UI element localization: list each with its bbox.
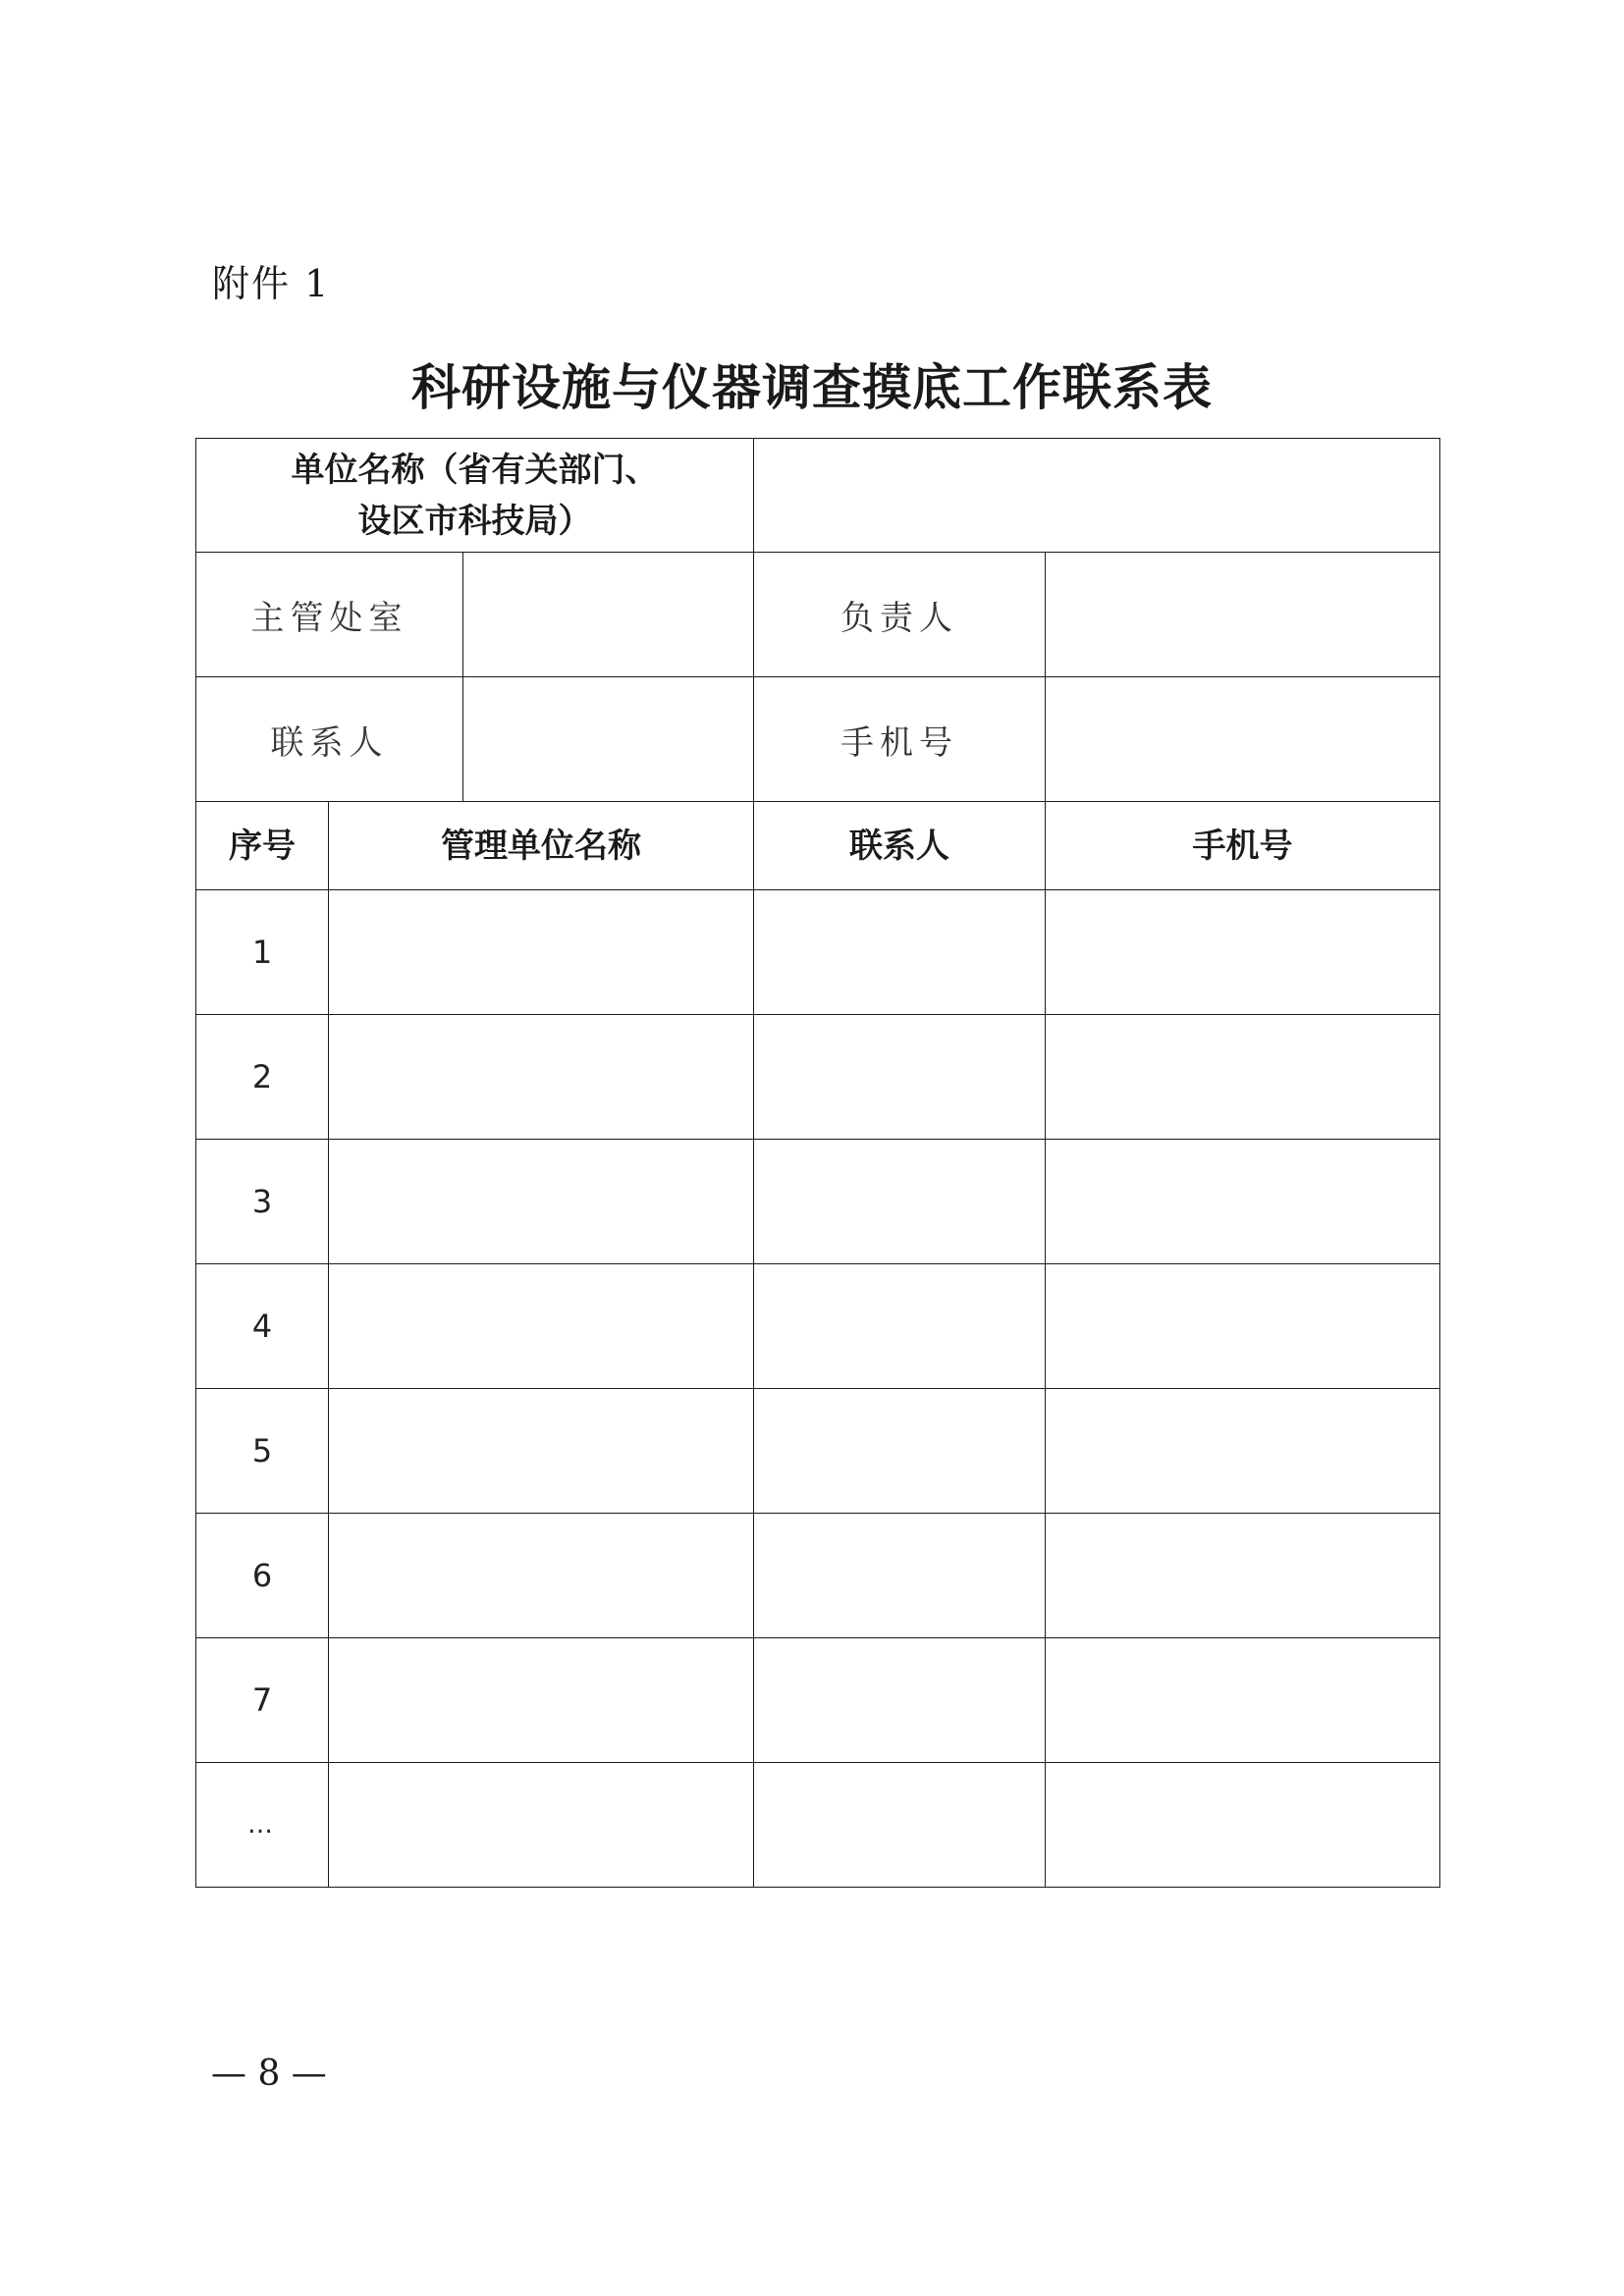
row-phone-cell[interactable] xyxy=(1046,1015,1440,1140)
row-serial-no: 3 xyxy=(196,1140,329,1264)
row-phone-cell[interactable] xyxy=(1046,1638,1440,1763)
table-row xyxy=(196,890,1440,1015)
row-contact-cell[interactable] xyxy=(754,1389,1046,1514)
row-serial-no: 2 xyxy=(196,1015,329,1140)
table-row xyxy=(196,1763,1440,1888)
row-unit-cell[interactable] xyxy=(329,1389,754,1514)
row-contact-cell[interactable] xyxy=(754,1638,1046,1763)
row-phone-cell[interactable] xyxy=(1046,1140,1440,1264)
phone-field[interactable] xyxy=(1046,677,1440,802)
row-phone-cell[interactable] xyxy=(1046,1264,1440,1389)
phone-label: 手机号 xyxy=(754,677,1046,802)
contact-field[interactable] xyxy=(463,677,754,802)
row-contact-cell[interactable] xyxy=(754,1514,1046,1638)
unit-name-label-line1: 单位名称（省有关部门、 xyxy=(291,450,659,490)
row-serial-no: … xyxy=(196,1763,329,1888)
row-phone-cell[interactable] xyxy=(1046,1514,1440,1638)
unit-name-label-line2: 设区市科技局） xyxy=(357,501,592,541)
person-in-charge-field[interactable] xyxy=(1046,553,1440,677)
row-serial-no: 7 xyxy=(196,1638,329,1763)
person-in-charge-label: 负责人 xyxy=(754,553,1046,677)
unit-name-label xyxy=(196,439,754,553)
row-unit-cell[interactable] xyxy=(329,1015,754,1140)
header-management-unit: 管理单位名称 xyxy=(329,802,754,890)
row-phone-cell[interactable] xyxy=(1046,890,1440,1015)
row-contact-cell[interactable] xyxy=(754,1140,1046,1264)
table-row xyxy=(196,1514,1440,1638)
table-row xyxy=(196,1264,1440,1389)
table-row xyxy=(196,1389,1440,1514)
row-unit-cell[interactable] xyxy=(329,1140,754,1264)
contact-form-table xyxy=(195,438,1440,1888)
row-serial-no: 1 xyxy=(196,890,329,1015)
unit-name-row xyxy=(196,439,1440,553)
row-serial-no: 5 xyxy=(196,1389,329,1514)
table-row xyxy=(196,1638,1440,1763)
row-contact-cell[interactable] xyxy=(754,1264,1046,1389)
row-serial-no: 6 xyxy=(196,1514,329,1638)
page-number: — 8 — xyxy=(211,2054,327,2094)
contact-row xyxy=(196,677,1440,802)
row-contact-cell[interactable] xyxy=(754,1763,1046,1888)
row-unit-cell[interactable] xyxy=(329,1638,754,1763)
department-row xyxy=(196,553,1440,677)
header-contact: 联系人 xyxy=(754,802,1046,890)
row-contact-cell[interactable] xyxy=(754,1015,1046,1140)
attachment-label: 附件 1 xyxy=(212,262,331,305)
table-header-row xyxy=(196,802,1440,890)
department-field[interactable] xyxy=(463,553,754,677)
row-unit-cell[interactable] xyxy=(329,1514,754,1638)
row-unit-cell[interactable] xyxy=(329,1264,754,1389)
table-row xyxy=(196,1015,1440,1140)
row-contact-cell[interactable] xyxy=(754,890,1046,1015)
contact-label: 联系人 xyxy=(196,677,463,802)
header-phone: 手机号 xyxy=(1046,802,1440,890)
form-title: 科研设施与仪器调查摸底工作联系表 xyxy=(411,358,1213,416)
row-unit-cell[interactable] xyxy=(329,1763,754,1888)
table-row xyxy=(196,1140,1440,1264)
row-phone-cell[interactable] xyxy=(1046,1389,1440,1514)
row-phone-cell[interactable] xyxy=(1046,1763,1440,1888)
department-label: 主管处室 xyxy=(196,553,463,677)
unit-name-field[interactable] xyxy=(754,439,1440,553)
row-unit-cell[interactable] xyxy=(329,890,754,1015)
row-serial-no: 4 xyxy=(196,1264,329,1389)
header-serial-no: 序号 xyxy=(196,802,329,890)
